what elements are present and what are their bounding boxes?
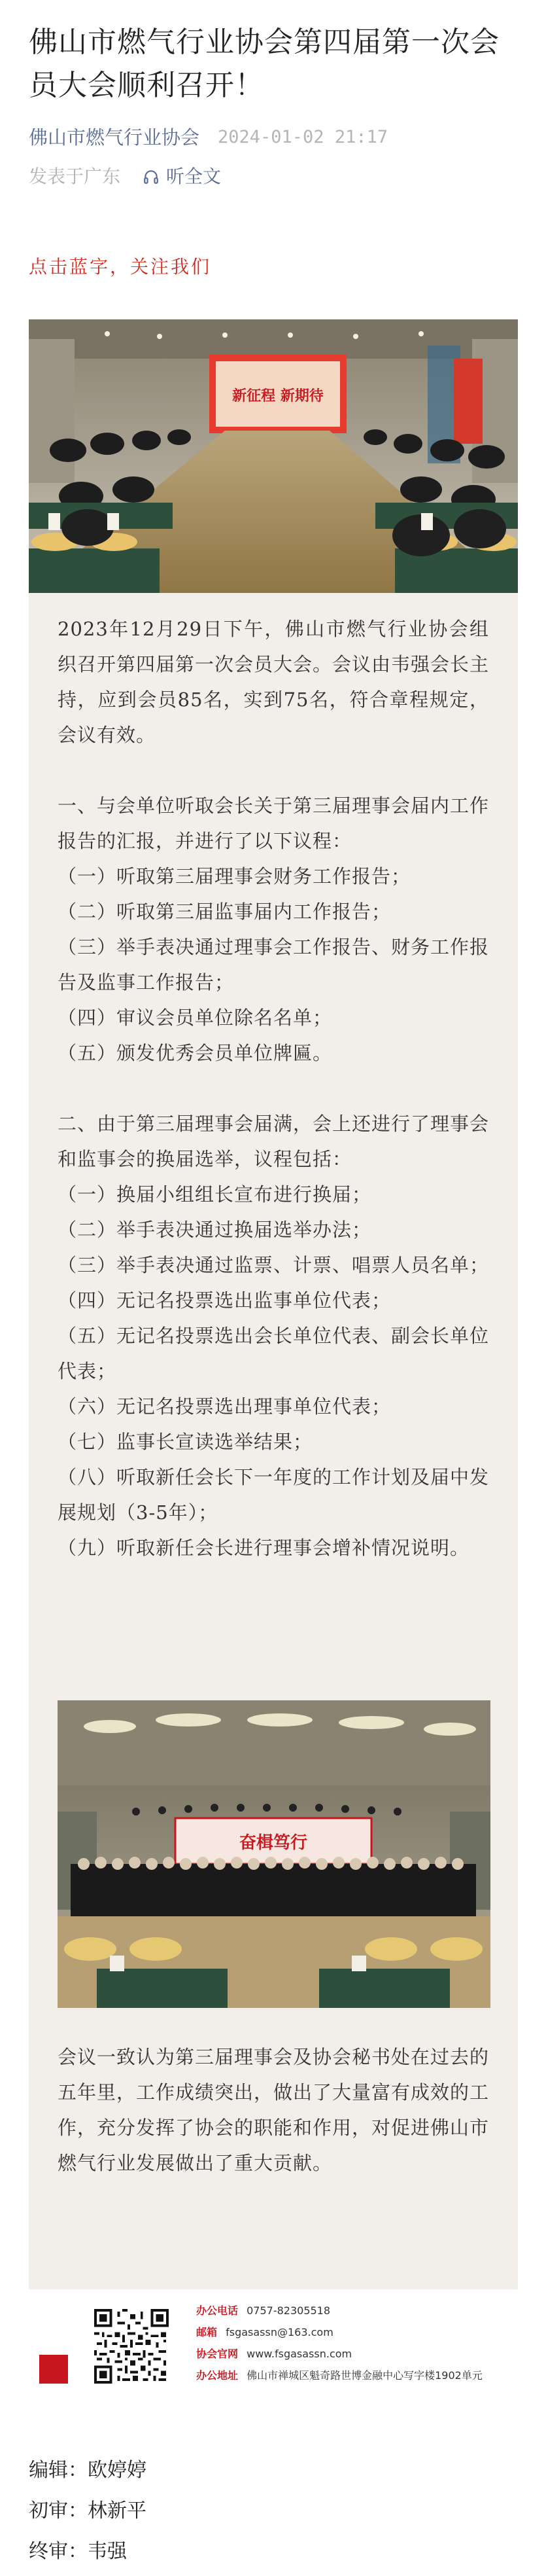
agenda-item: （六）无记名投票选出理事单位代表； xyxy=(58,1395,392,1418)
publish-time: 2024-01-02 21:17 xyxy=(218,127,388,147)
agenda-item: （五）无记名投票选出会长单位代表、副会长单位代表； xyxy=(58,1325,490,1382)
address-row xyxy=(196,2365,483,2386)
article-meta xyxy=(0,124,546,151)
agenda-item: （二）听取第三届监事届内工作报告； xyxy=(58,901,392,923)
agenda-item: （二）举手表决通过换届选举办法； xyxy=(58,1219,372,1241)
article-title: 佛山市燃气行业协会第四届第一次会员大会顺利召开！ xyxy=(29,26,500,102)
website-row xyxy=(196,2343,483,2365)
agenda-item: （九）听取新任会长进行理事会增补情况说明。 xyxy=(58,1537,470,1559)
contact-card xyxy=(29,2289,518,2431)
agenda-item: （四）无记名投票选出监事单位代表； xyxy=(58,1289,392,1312)
article-body xyxy=(29,319,518,2289)
agenda-item: （三）举手表决通过理事会工作报告、财务工作报告及监事工作报告； xyxy=(58,936,490,993)
website-value[interactable]: www.fsgasassn.com xyxy=(247,2348,352,2360)
agenda-item: （八）听取新任会长下一年度的工作计划及届中发展规划（3-5年）； xyxy=(58,1466,490,1524)
agenda-item: （一）听取第三届理事会财务工作报告； xyxy=(58,865,411,887)
publish-location: 发表于广东 xyxy=(29,166,121,187)
section-one-heading: 一、与会单位听取会长关于第三届理事会届内工作报告的汇报，并进行了以下议程： xyxy=(58,795,490,852)
agenda-item: （五）颁发优秀会员单位牌匾。 xyxy=(58,1042,333,1064)
editor-credit: 编辑：欧婷婷 xyxy=(29,2459,146,2482)
phone-value[interactable]: 0757-82305518 xyxy=(247,2304,331,2317)
agenda-item: （三）举手表决通过监票、计票、唱票人员名单； xyxy=(58,1254,490,1276)
article-meta-secondary xyxy=(0,164,546,190)
agenda-item: （七）监事长宣读选举结果； xyxy=(58,1431,313,1453)
qr-code-icon xyxy=(94,2309,169,2384)
account-name-link[interactable]: 佛山市燃气行业协会 xyxy=(29,126,200,149)
listen-label: 听全文 xyxy=(166,166,222,187)
banner-text: 新征程 新期待 xyxy=(232,387,324,404)
agenda-item: （四）审议会员单位除名名单； xyxy=(58,1007,333,1029)
email-value[interactable]: fsgasassn@163.com xyxy=(226,2326,333,2338)
follow-prompt[interactable]: 点击蓝字，关注我们 xyxy=(29,256,212,277)
headphones-icon xyxy=(143,168,160,185)
closing-paragraph: 会议一致认为第三届理事会及协会秘书处在过去的五年里，工作成绩突出，做出了大量富有成效的工作，充分发挥了协会的职能和作用，对促进佛山市燃气行业发展做出了重大贡献。 xyxy=(58,2046,490,2174)
agenda-item: （一）换届小组组长宣布进行换届； xyxy=(58,1183,372,1206)
address-value: 佛山市禅城区魁奇路世博金融中心写字楼1902单元 xyxy=(247,2369,483,2382)
meeting-photo xyxy=(29,319,518,593)
credits xyxy=(29,2450,146,2572)
contact-info xyxy=(196,2300,483,2386)
phone-row xyxy=(196,2300,483,2321)
first-review-credit: 初审：林新平 xyxy=(29,2499,146,2522)
section-two-heading: 二、由于第三届理事会届满，会上还进行了理事会和监事会的换届选举，议程包括： xyxy=(58,1113,490,1170)
email-label: 邮箱 xyxy=(196,2326,218,2338)
intro-paragraph: 2023年12月29日下午，佛山市燃气行业协会组织召开第四届第一次会员大会。会议由韦强会长主持，应到会员85名，实到75名，符合章程规定，会议有效。 xyxy=(58,618,490,746)
final-review-credit: 终审：韦强 xyxy=(29,2540,127,2563)
website-label: 协会官网 xyxy=(196,2348,239,2360)
phone-label: 办公电话 xyxy=(196,2304,239,2317)
closing-text xyxy=(58,2039,489,2181)
email-row xyxy=(196,2321,483,2343)
banner-text: 奋楫笃行 xyxy=(239,1833,308,1853)
listen-button[interactable] xyxy=(143,164,221,190)
logo-square xyxy=(39,2355,68,2384)
group-photo xyxy=(58,1700,490,2008)
article-text xyxy=(58,611,489,1565)
address-label: 办公地址 xyxy=(196,2369,239,2382)
